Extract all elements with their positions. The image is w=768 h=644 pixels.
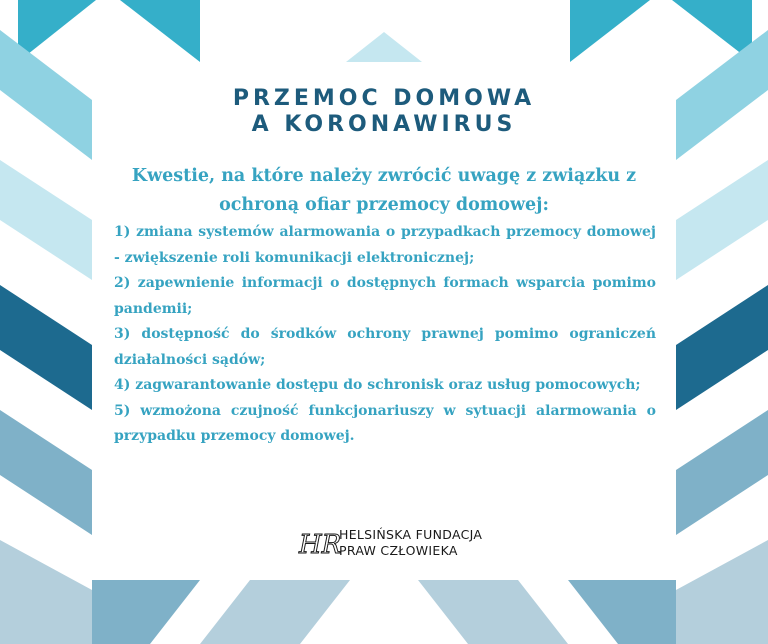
hfhr-monogram-icon (297, 526, 342, 560)
chevron-shape (0, 30, 92, 160)
chevron-shape (568, 580, 676, 644)
chevron-shape (570, 0, 650, 62)
chevron-shape (676, 160, 768, 280)
foundation-name-line-1: HELSIŃSKA FUNDACJA (339, 527, 483, 542)
chevron-shape (346, 32, 422, 62)
issue-item-4: 4) zagwarantowanie dostępu do schronisk oraz usług pomocowych; (114, 377, 641, 393)
chevron-shape (676, 285, 768, 410)
chevron-shape (92, 580, 200, 644)
content-card (92, 62, 676, 580)
chevron-shape (0, 285, 92, 410)
chevron-shape (120, 0, 200, 62)
intro-text: Kwestie, na które należy zwrócić uwagę z związku z ochroną ofiar przemocy domowej: (131, 166, 637, 215)
foundation-name-line-2: PRAW CZŁOWIEKA (339, 543, 458, 558)
issue-item-5: 5) wzmożona czujność funkcjonariuszy w sytuacji alarmowania o przypadku przemocy domowej. (114, 402, 656, 444)
chevron-shape (418, 580, 568, 644)
issue-item-3: 3) dostępność do środków ochrony prawnej pomimo ograniczeń działalności sądów; (114, 326, 656, 368)
chevron-shape (676, 540, 768, 644)
issue-item-2: 2) zapewnienie informacji o dostępnych formach wsparcia pomimo pandemii; (114, 275, 656, 317)
chevron-shape (0, 410, 92, 535)
issue-list (114, 220, 656, 450)
headline-line-2: A KORONAWIRUS (251, 112, 517, 137)
chevron-shape (0, 160, 92, 280)
issue-item-1: 1) zmiana systemów alarmowania o przypadkach przemocy domowej - zwiększenie roli komunikacji elektronicznej; (114, 224, 656, 266)
headline-line-1: PRZEMOC DOMOWA (232, 86, 536, 111)
chevron-shape (676, 410, 768, 535)
chevron-shape (676, 30, 768, 160)
chevron-shape (200, 580, 350, 644)
foundation-logo (297, 526, 497, 560)
chevron-shape (0, 540, 92, 644)
foundation-name (339, 527, 482, 559)
svg-text:HR: HR (299, 530, 342, 560)
